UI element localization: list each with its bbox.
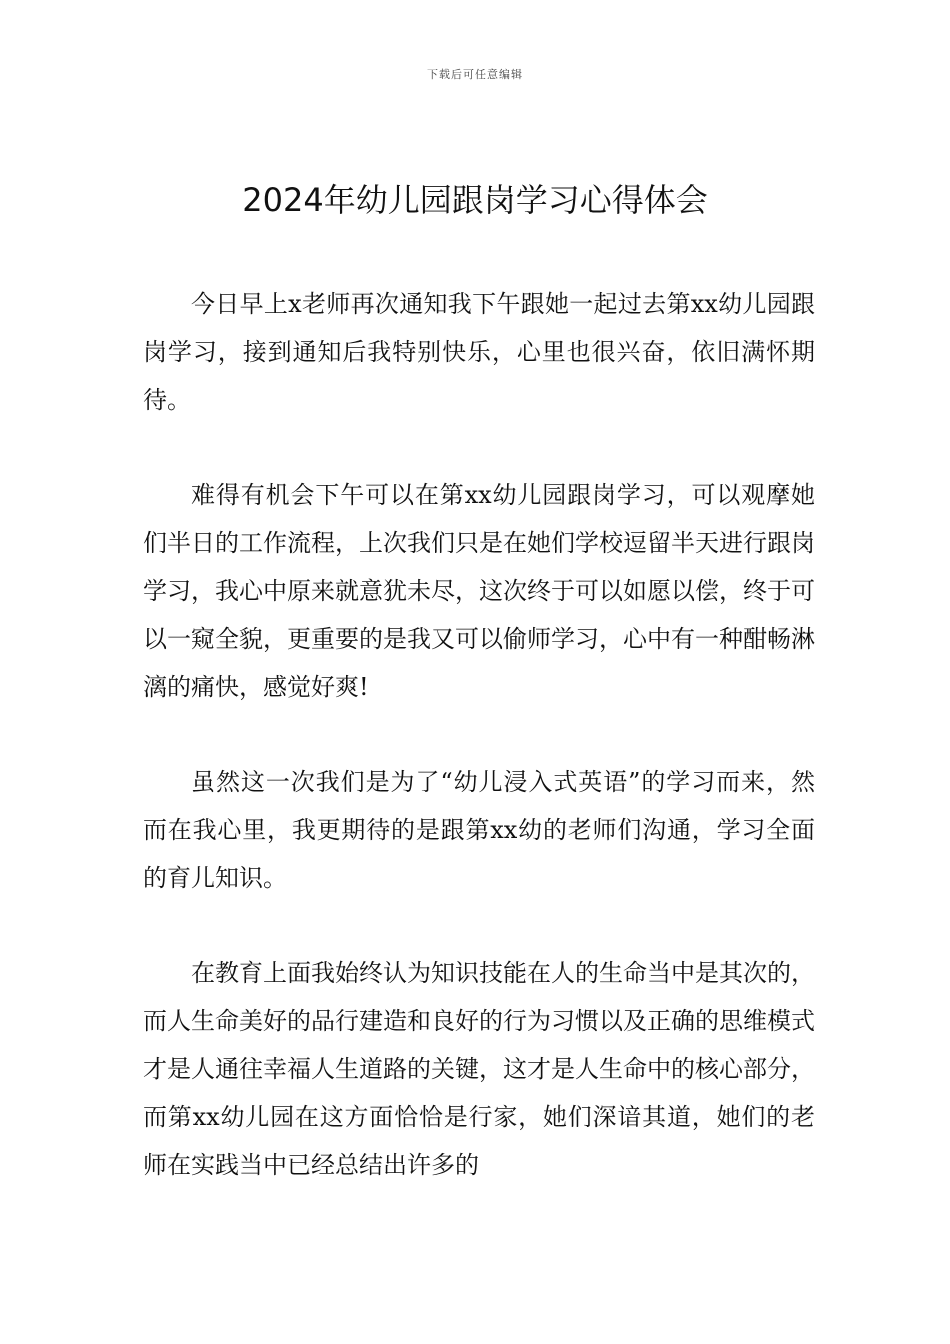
document-body (143, 280, 815, 1236)
paragraph-1: 今日早上x老师再次通知我下午跟她一起过去第xx幼儿园跟岗学习，接到通知后我特别快乐，心里也很兴奋，依旧满怀期待。 (143, 290, 815, 414)
document-title: 2024年幼儿园跟岗学习心得体会 (242, 181, 708, 219)
paragraph-2: 难得有机会下午可以在第xx幼儿园跟岗学习，可以观摩她们半日的工作流程，上次我们只是在她们学校逗留半天进行跟岗学习，我心中原来就意犹未尽，这次终于可以如愿以偿，终于可以一窥全貌，更重要的是我又可以偷师学习，心中有一种酣畅淋漓的痛快，感觉好爽! (143, 481, 815, 701)
paragraph-4: 在教育上面我始终认为知识技能在人的生命当中是其次的，而人生命美好的品行建造和良好的行为习惯以及正确的思维模式才是人通往幸福人生道路的关键，这才是人生命中的核心部分，而第xx幼儿园在这方面恰恰是行家，她们深谙其道，她们的老师在实践当中已经总结出许多的 (143, 959, 815, 1179)
header-note: 下载后可任意编辑 (427, 68, 523, 81)
paragraph-3: 虽然这一次我们是为了“幼儿浸入式英语”的学习而来，然而在我心里，我更期待的是跟第xx幼的老师们沟通，学习全面的育儿知识。 (143, 768, 815, 892)
